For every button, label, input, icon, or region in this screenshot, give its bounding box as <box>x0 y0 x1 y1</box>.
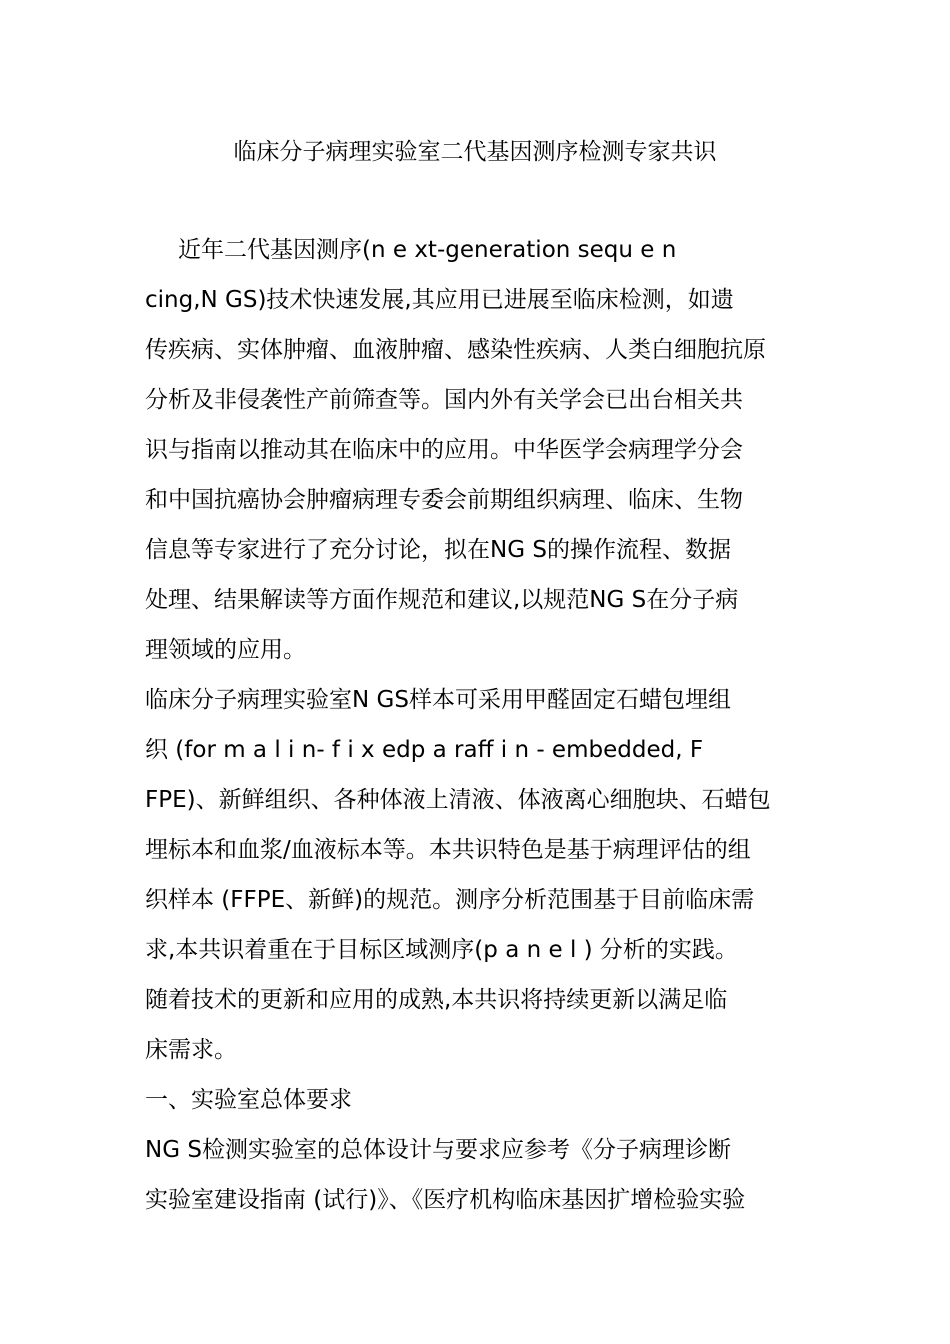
paragraph-line: 近年二代基因测序(n e xt-generation sequ e n <box>178 237 677 263</box>
paragraph-line: FPE)、新鲜组织、各种体液上清液、体液离心细胞块、石蜡包 <box>145 787 771 813</box>
document-title: 临床分子病理实验室二代基因测序检测专家共识 <box>233 139 717 165</box>
paragraph-line: NG S检测实验室的总体设计与要求应参考《分子病理诊断 <box>145 1137 731 1163</box>
paragraph-line: 分析及非侵袭性产前筛查等。国内外有关学会已出台相关共 <box>145 387 743 413</box>
paragraph-line: 随着技术的更新和应用的成熟,本共识将持续更新以满足临 <box>145 987 728 1013</box>
paragraph-line: cing,N GS)技术快速发展,其应用已进展至临床检测，如遗 <box>145 287 734 313</box>
section-heading: 一、实验室总体要求 <box>145 1087 352 1113</box>
paragraph-line: 织 (for m a l i n- f i x edp a raff i n - embedded, F <box>145 737 704 763</box>
paragraph-line: 和中国抗癌协会肿瘤病理专委会前期组织病理、临床、生物 <box>145 487 743 513</box>
paragraph-line: 床需求。 <box>145 1037 237 1063</box>
paragraph-line: 识与指南以推动其在临床中的应用。中华医学会病理学分会 <box>145 437 743 463</box>
paragraph-line: 求,本共识着重在于目标区域测序(p a n e l ) 分析的实践。 <box>145 937 738 963</box>
paragraph-line: 埋标本和血浆/血液标本等。本共识特色是基于病理评估的组 <box>145 837 751 863</box>
paragraph-line: 实验室建设指南 (试行)》、《医疗机构临床基因扩增检验实验 <box>145 1187 746 1213</box>
paragraph-line: 临床分子病理实验室N GS样本可采用甲醛固定石蜡包埋组 <box>145 687 731 713</box>
paragraph-line: 处理、结果解读等方面作规范和建议,以规范NG S在分子病 <box>145 587 739 613</box>
paragraph-line: 理领域的应用。 <box>145 637 306 663</box>
paragraph-line: 织样本 (FFPE、新鲜)的规范。测序分析范围基于目前临床需 <box>145 887 755 913</box>
paragraph-line: 传疾病、实体肿瘤、血液肿瘤、感染性疾病、人类白细胞抗原 <box>145 337 766 363</box>
paragraph-line: 信息等专家进行了充分讨论，拟在NG S的操作流程、数据 <box>145 537 731 563</box>
